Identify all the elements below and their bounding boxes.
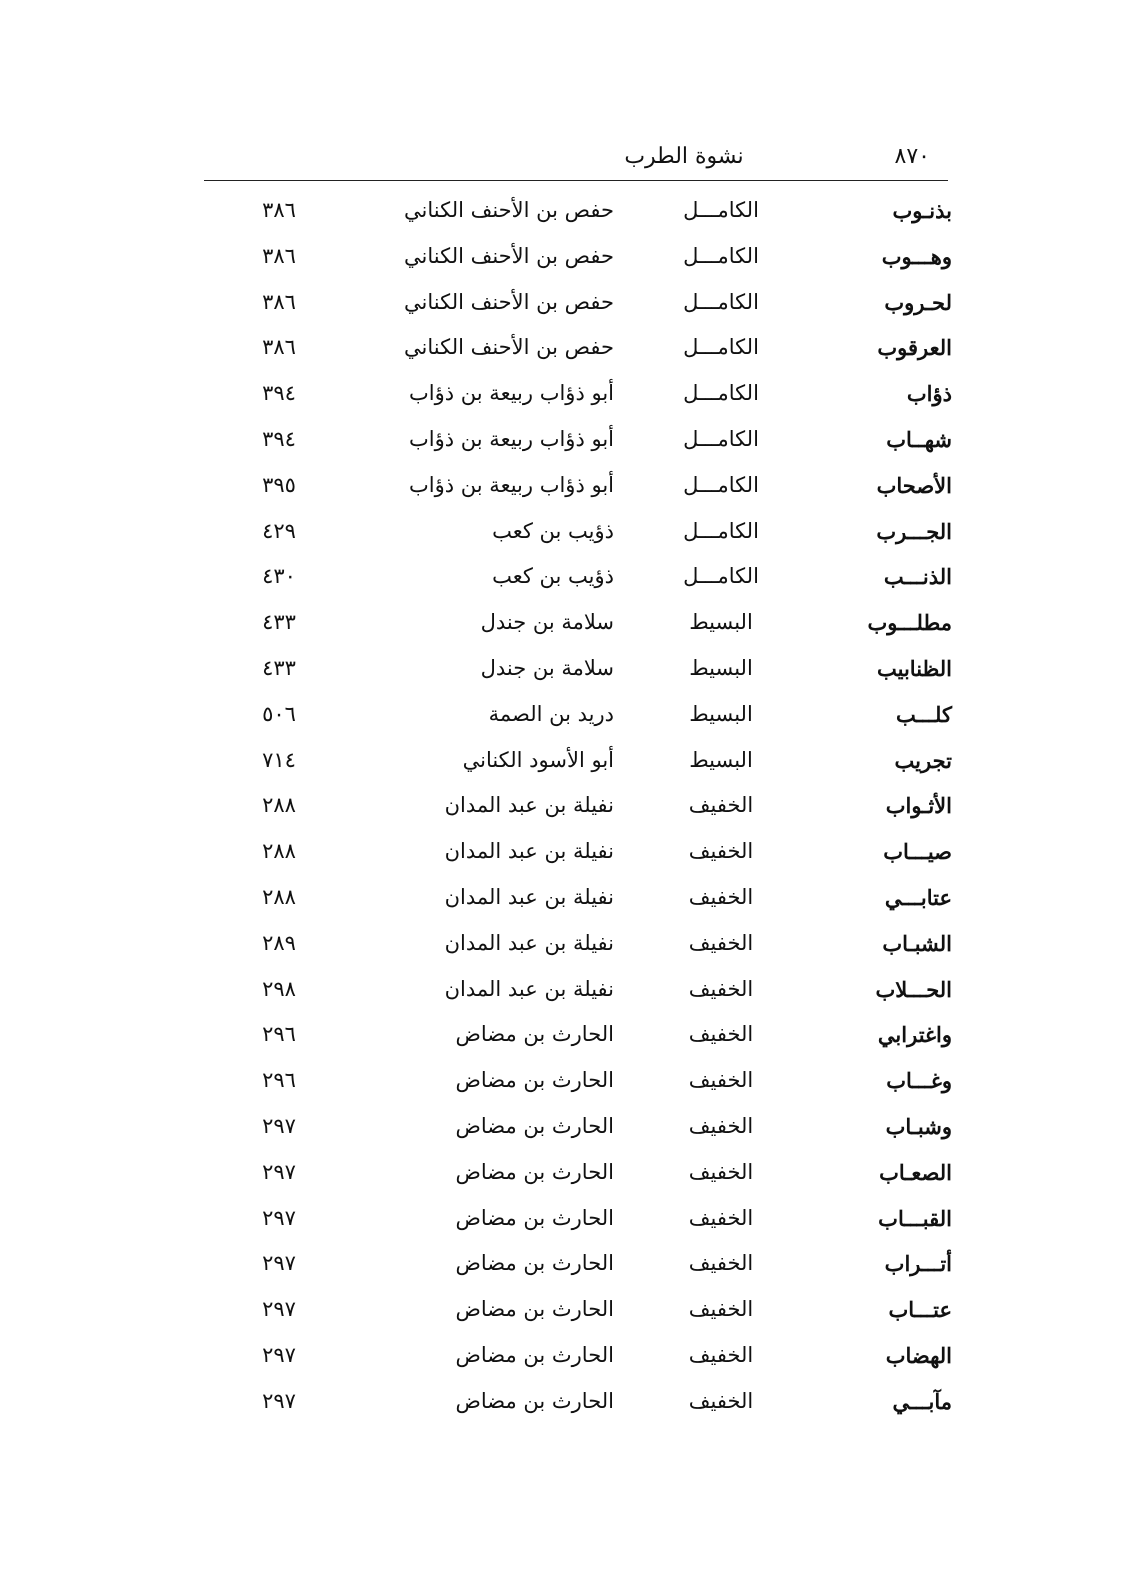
page-ref: ٤٣٣ <box>262 655 296 680</box>
page-ref: ٣٩٤ <box>262 426 296 451</box>
table-row <box>204 831 954 877</box>
page-ref: ٢٨٨ <box>262 839 296 864</box>
table-row <box>204 556 954 602</box>
rhyme-word: وهـــوب <box>881 243 952 269</box>
table-row <box>204 740 954 786</box>
rhyme-word: العرقوب <box>877 335 952 361</box>
page-ref: ٤٢٩ <box>262 518 296 543</box>
table-row <box>204 190 954 236</box>
poet-name: ذؤيب بن كعب <box>492 564 614 589</box>
meter-name: الخفيف <box>688 1205 754 1230</box>
poet-name: الحارث بن مضاض <box>455 1113 614 1138</box>
rhyme-word: الظنابيب <box>877 655 952 681</box>
page-ref: ٣٩٥ <box>262 472 296 497</box>
table-row <box>204 1106 954 1152</box>
table-row <box>204 1381 954 1427</box>
poet-name: أبو ذؤاب ربيعة بن ذؤاب <box>409 426 614 451</box>
meter-name: الخفيف <box>688 1068 754 1093</box>
poet-name: الحارث بن مضاض <box>455 1342 614 1367</box>
poet-name: أبو ذؤاب ربيعة بن ذؤاب <box>409 472 614 497</box>
rhyme-word: الهضاب <box>885 1342 952 1368</box>
poet-name: الحارث بن مضاض <box>455 1159 614 1184</box>
poet-name: الحارث بن مضاض <box>455 1388 614 1413</box>
meter-name: الكامـــل <box>683 335 759 360</box>
meter-name: الخفيف <box>688 839 754 864</box>
rhyme-word: صيـــاب <box>883 839 952 865</box>
meter-name: الكامـــل <box>683 198 759 222</box>
rhyme-word: لحـروب <box>884 289 952 315</box>
table-row <box>204 648 954 694</box>
rhyme-word: واغترابي <box>877 1022 952 1048</box>
rhyme-word: تجريب <box>894 747 952 773</box>
page-ref: ٣٨٦ <box>262 335 296 360</box>
meter-name: الكامـــل <box>683 243 759 268</box>
page-ref: ٤٣٠ <box>262 564 296 589</box>
page-ref: ٢٨٨ <box>262 793 296 818</box>
table-row <box>204 785 954 831</box>
page-ref: ٢٩٨ <box>262 976 296 1001</box>
meter-name: البسيط <box>689 610 753 635</box>
table-row <box>204 969 954 1015</box>
meter-name: البسيط <box>689 747 753 772</box>
meter-name: الخفيف <box>688 1388 754 1413</box>
page-ref: ٥٠٦ <box>262 701 296 726</box>
rhyme-word: الأثـواب <box>885 793 952 819</box>
rhyme-word: أتـــراب <box>884 1251 952 1277</box>
meter-name: الخفيف <box>688 1113 754 1138</box>
meter-name: الخفيف <box>688 793 754 818</box>
rhyme-word: عتـــاب <box>888 1297 952 1323</box>
page-number: ٨٧٠ <box>894 144 930 169</box>
meter-name: الكامـــل <box>683 472 759 497</box>
meter-name: الخفيف <box>688 1159 754 1184</box>
page-ref: ٢٩٧ <box>262 1205 296 1230</box>
poet-name: سلامة بن جندل <box>480 655 614 680</box>
rhyme-word: الأصحاب <box>876 472 952 498</box>
meter-name: الخفيف <box>688 930 754 955</box>
rhyme-word: كلـــب <box>895 701 952 727</box>
page-ref: ٤٣٣ <box>262 610 296 635</box>
table-row <box>204 419 954 465</box>
table-row <box>204 1014 954 1060</box>
page-ref: ٣٨٦ <box>262 289 296 314</box>
rhyme-word: وشبـاب <box>885 1113 952 1139</box>
poet-name: سلامة بن جندل <box>480 610 614 635</box>
meter-name: الخفيف <box>688 976 754 1001</box>
poet-name: دريد بن الصمة <box>488 701 614 726</box>
rhyme-word: القبـــاب <box>878 1205 952 1231</box>
poet-name: الحارث بن مضاض <box>455 1297 614 1322</box>
table-row <box>204 1243 954 1289</box>
meter-name: البسيط <box>689 655 753 680</box>
table-row <box>204 465 954 511</box>
poet-name: ذؤيب بن كعب <box>492 518 614 543</box>
rhyme-word: الذنـــب <box>883 564 952 590</box>
page-ref: ٢٩٧ <box>262 1388 296 1413</box>
rhyme-index-table <box>204 190 954 1427</box>
poet-name: أبو الأسود الكناني <box>462 747 614 772</box>
meter-name: الكامـــل <box>683 564 759 589</box>
rhyme-word: الحـــلاب <box>875 976 952 1002</box>
poet-name: نفيلة بن عبد المدان <box>444 839 614 864</box>
page-ref: ٢٨٩ <box>262 930 296 955</box>
poet-name: نفيلة بن عبد المدان <box>444 793 614 818</box>
rhyme-word: شهــاب <box>886 426 952 452</box>
page-ref: ٣٨٦ <box>262 243 296 268</box>
meter-name: الكامـــل <box>683 426 759 451</box>
page-ref: ٢٩٦ <box>262 1068 296 1093</box>
table-row <box>204 1198 954 1244</box>
rhyme-word: وغـــاب <box>886 1068 952 1094</box>
page-ref: ٢٩٧ <box>262 1159 296 1184</box>
table-row <box>204 236 954 282</box>
rhyme-word: بذنـوب <box>892 198 952 223</box>
rhyme-word: الشبـاب <box>882 930 952 956</box>
meter-name: الخفيف <box>688 884 754 909</box>
rhyme-word: مطلـــوب <box>867 610 952 636</box>
poet-name: نفيلة بن عبد المدان <box>444 884 614 909</box>
poet-name: الحارث بن مضاض <box>455 1068 614 1093</box>
rhyme-word: مآبـــي <box>892 1388 952 1414</box>
page-ref: ٣٨٦ <box>262 198 296 222</box>
rhyme-word: ذؤاب <box>906 381 952 407</box>
meter-name: الخفيف <box>688 1022 754 1047</box>
page-ref: ٢٩٦ <box>262 1022 296 1047</box>
meter-name: الكامـــل <box>683 289 759 314</box>
poet-name: الحارث بن مضاض <box>455 1022 614 1047</box>
meter-name: الخفيف <box>688 1297 754 1322</box>
table-row <box>204 327 954 373</box>
poet-name: نفيلة بن عبد المدان <box>444 976 614 1001</box>
poet-name: الحارث بن مضاض <box>455 1251 614 1276</box>
poet-name: حفص بن الأحنف الكناني <box>404 243 614 268</box>
page-ref: ٢٩٧ <box>262 1297 296 1322</box>
poet-name: حفص بن الأحنف الكناني <box>404 335 614 360</box>
table-row <box>204 602 954 648</box>
meter-name: البسيط <box>689 701 753 726</box>
page-header <box>204 140 948 181</box>
table-row <box>204 1289 954 1335</box>
meter-name: الخفيف <box>688 1251 754 1276</box>
poet-name: حفص بن الأحنف الكناني <box>404 289 614 314</box>
poet-name: حفص بن الأحنف الكناني <box>404 198 614 222</box>
table-row <box>204 1152 954 1198</box>
page-ref: ٢٩٧ <box>262 1113 296 1138</box>
table-row <box>204 373 954 419</box>
running-title: نشوة الطرب <box>624 144 744 169</box>
page-ref: ٢٩٧ <box>262 1251 296 1276</box>
meter-name: الكامـــل <box>683 518 759 543</box>
page-ref: ٢٩٧ <box>262 1342 296 1367</box>
table-row <box>204 694 954 740</box>
table-row <box>204 923 954 969</box>
poet-name: نفيلة بن عبد المدان <box>444 930 614 955</box>
meter-name: الخفيف <box>688 1342 754 1367</box>
table-row <box>204 511 954 557</box>
rhyme-word: عتابـــي <box>884 884 952 910</box>
page-ref: ٣٩٤ <box>262 381 296 406</box>
table-row <box>204 1060 954 1106</box>
table-row <box>204 282 954 328</box>
rhyme-word: الجـــرب <box>876 518 952 544</box>
table-row <box>204 1335 954 1381</box>
meter-name: الكامـــل <box>683 381 759 406</box>
rhyme-word: الصعـاب <box>879 1159 952 1185</box>
table-row <box>204 877 954 923</box>
page-ref: ٧١٤ <box>262 747 296 772</box>
page-ref: ٢٨٨ <box>262 884 296 909</box>
poet-name: الحارث بن مضاض <box>455 1205 614 1230</box>
poet-name: أبو ذؤاب ربيعة بن ذؤاب <box>409 381 614 406</box>
